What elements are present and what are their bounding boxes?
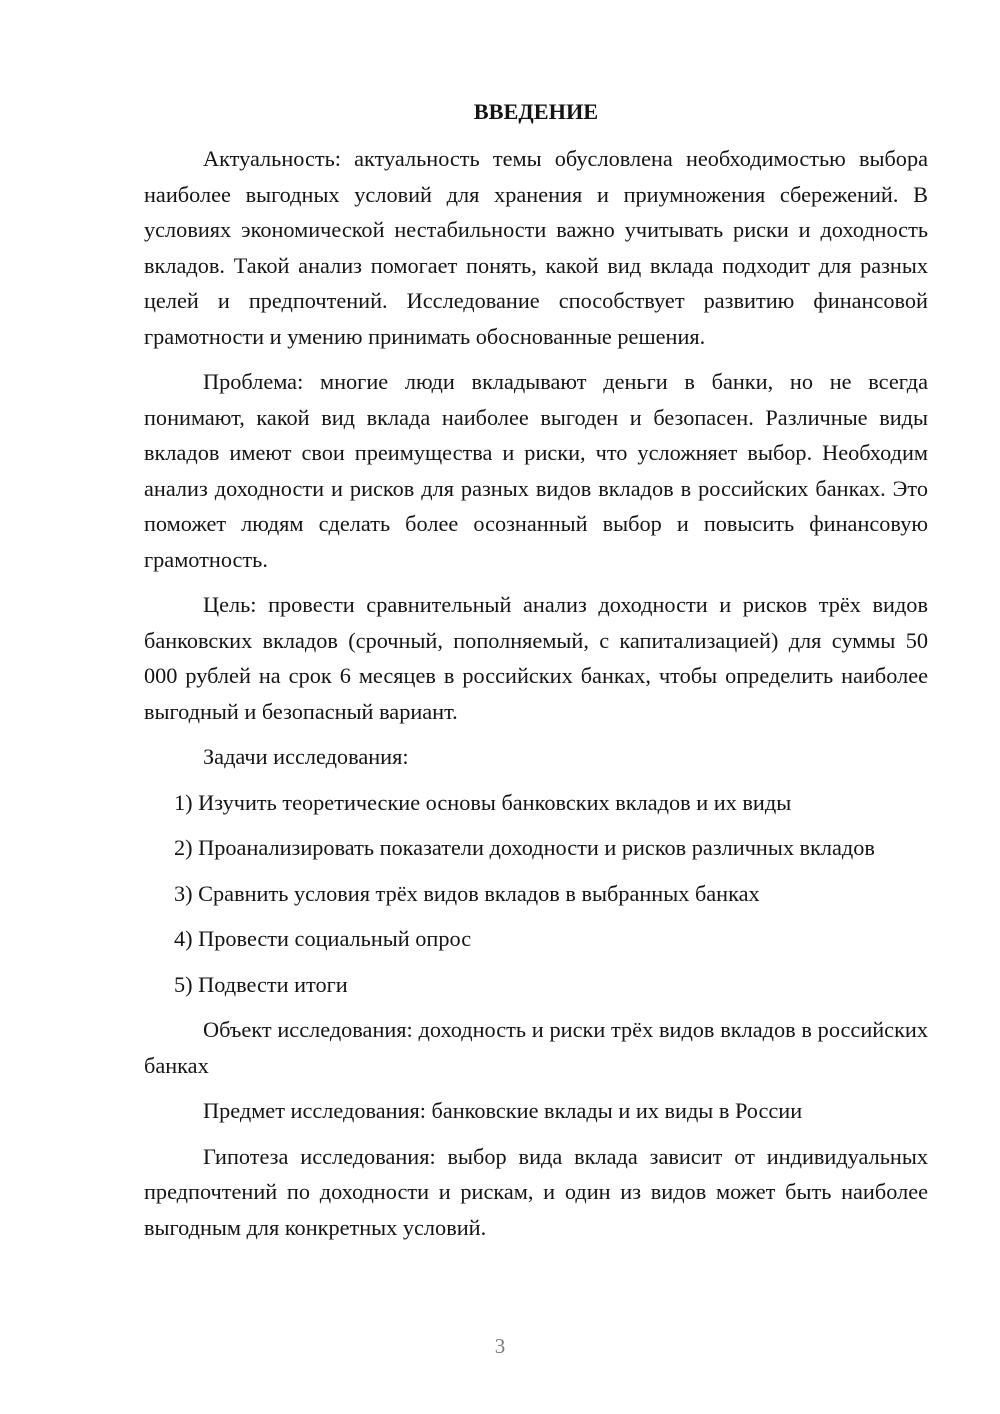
paragraph-relevance: Актуальность: актуальность темы обусловлена необходимостью выбора наиболее выгодных условий для хранения и приумножения сбережений. В условиях экономической нестабильности важно учитывать риски и доходность вкладов. Такой анализ помогает понять, какой вид вклада подходит для разных целей и предпочтений. Исследование способствует развитию финансовой грамотности и умению принимать обоснованные решения. bbox=[144, 146, 928, 349]
paragraph-goal: Цель: провести сравнительный анализ доходности и рисков трёх видов банковских вкладов (срочный, пополняемый, с капитализацией) для суммы 50 000 рублей на срок 6 месяцев в российских банках, чтобы определить наиболее выгодный и безопасный вариант. bbox=[144, 592, 928, 724]
section-title: ВВЕДЕНИЕ bbox=[473, 99, 599, 124]
paragraph-subject: Предмет исследования: банковские вклады и их виды в России bbox=[203, 1098, 803, 1123]
task-item: 5) Подвести итоги bbox=[174, 971, 348, 997]
paragraph-problem: Проблема: многие люди вкладывают деньги в банки, но не всегда понимают, какой вид вклада наиболее выгоден и безопасен. Различные виды вкладов имеют свои преимущества и риски, что усложняет выбор. Необходим анализ доходности и рисков для разных видов вкладов в российских банках. Это поможет людям сделать более осознанный выбор и повысить финансовую грамотность. bbox=[144, 369, 928, 572]
task-item: 1) Изучить теоретические основы банковских вкладов и их виды bbox=[174, 789, 792, 815]
tasks-heading: Задачи исследования: bbox=[203, 744, 409, 769]
task-item: 2) Проанализировать показатели доходности и рисков различных вкладов bbox=[174, 835, 875, 860]
paragraph-object: Объект исследования: доходность и риски трёх видов вкладов в российских банках bbox=[144, 1017, 928, 1078]
task-item: 4) Провести социальный опрос bbox=[174, 926, 472, 951]
task-item: 3) Сравнить условия трёх видов вкладов в выбранных банках bbox=[174, 880, 760, 906]
paragraph-hypothesis: Гипотеза исследования: выбор вида вклада зависит от индивидуальных предпочтений по доходности и рискам, и один из видов может быть наиболее выгодным для конкретных условий. bbox=[144, 1143, 928, 1240]
page-number: 3 bbox=[494, 1334, 506, 1358]
document-body bbox=[144, 141, 928, 1245]
